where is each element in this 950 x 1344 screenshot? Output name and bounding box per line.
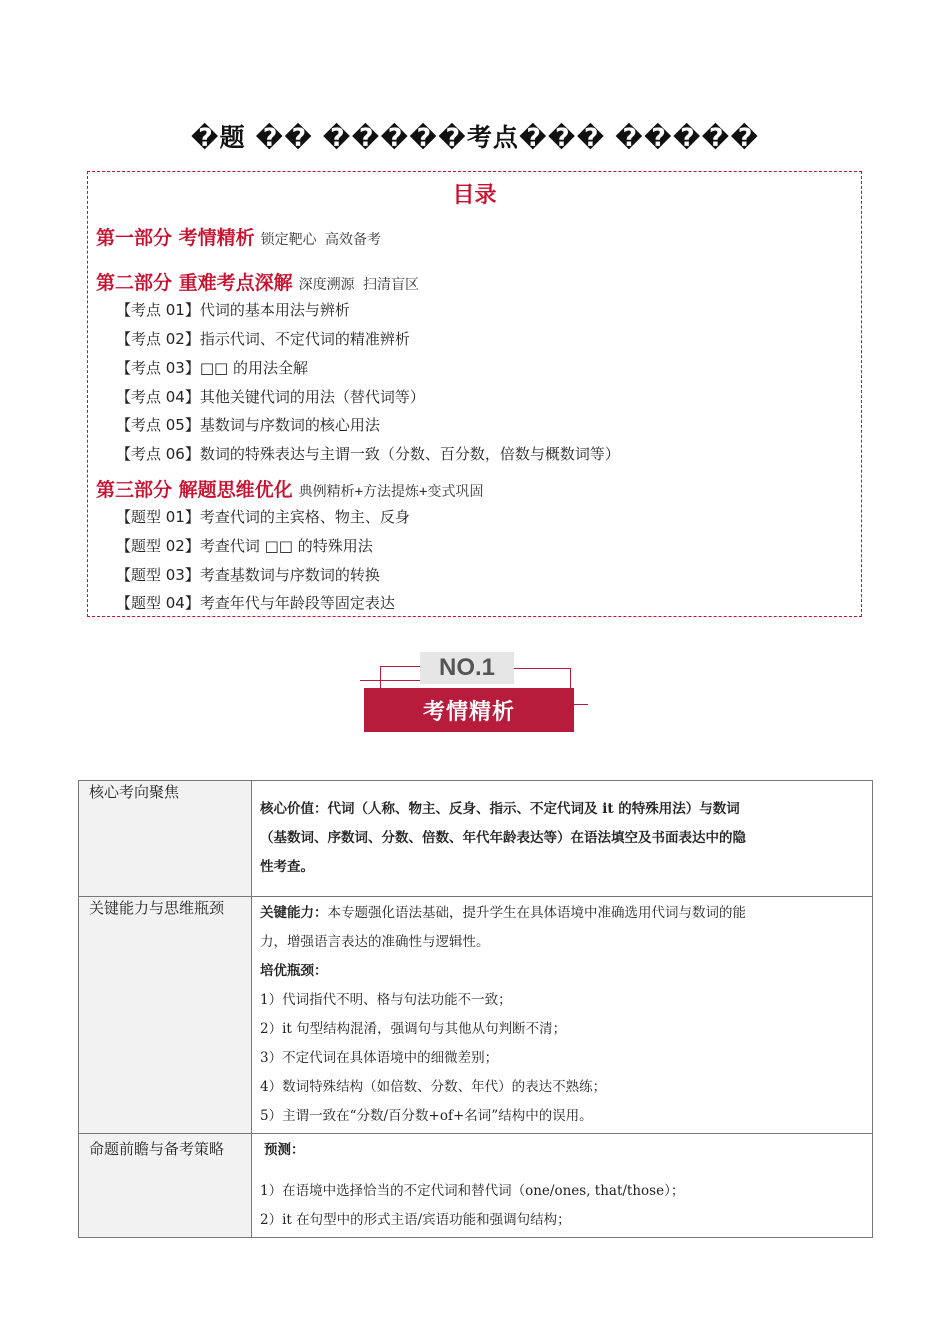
bottleneck-item: 2）it 句型结构混淆，强调句与其他从句判断不清；	[260, 1021, 567, 1037]
banner-line	[380, 666, 381, 688]
toc-tixing-1[interactable]: 【题型 01】考查代词的主宾格、物主、反身	[116, 508, 410, 526]
toc-kaodian-5[interactable]: 【考点 05】基数词与序数词的核心用法	[116, 416, 380, 434]
row-label-cell	[79, 897, 252, 1134]
toc-kaodian-6[interactable]: 【考点 06】数词的特殊表达与主谓一致（分数、百分数，倍数与概数词等）	[116, 445, 620, 463]
toc-part-2[interactable]	[96, 268, 419, 295]
row-label: 关键能力与思维瓶颈	[89, 899, 225, 917]
part-subtitle: 深度溯源 扫清盲区	[298, 277, 420, 293]
banner-line	[570, 668, 571, 688]
banner-line	[360, 680, 420, 681]
toc-tixing-4[interactable]: 【题型 04】考查年代与年龄段等固定表达	[116, 594, 395, 612]
table-row	[79, 781, 873, 897]
part-subtitle: 锁定靶心 高效备考	[260, 232, 382, 248]
analysis-table	[78, 780, 873, 1238]
toc-kaodian-2[interactable]: 【考点 02】指示代词、不定代词的精准辨析	[116, 330, 410, 348]
predict-title: 预测：	[264, 1142, 305, 1158]
bottleneck-item: 1）代词指代不明、格与句法功能不一致；	[260, 992, 512, 1008]
row-label-cell	[79, 781, 252, 897]
part-subtitle: 典例精析+方法提炼+变式巩固	[298, 484, 484, 500]
table-of-contents	[87, 171, 862, 617]
toc-heading: 目录	[452, 183, 497, 208]
document-title: �题 �� �����考点��� �����	[190, 123, 760, 152]
toc-tixing-2[interactable]: 【题型 02】考查代词 □□ 的特殊用法	[116, 537, 373, 555]
toc-part-1[interactable]	[96, 223, 381, 250]
row-content-cell	[252, 781, 873, 897]
toc-kaodian-3[interactable]: 【考点 03】□□ 的用法全解	[116, 359, 308, 377]
prediction-item: 2）it 在句型中的形式主语/宾语功能和强调句结构；	[260, 1212, 571, 1228]
toc-part-3[interactable]	[96, 475, 483, 502]
toc-kaodian-4[interactable]: 【考点 04】其他关键代词的用法（替代词等）	[116, 388, 425, 406]
bottleneck-title: 培优瓶颈：	[260, 963, 328, 979]
banner-label: 考情精析	[364, 688, 574, 732]
part-title: 第一部分 考情精析	[96, 227, 255, 249]
banner-line	[574, 704, 588, 705]
ability-text: 力，增强语言表达的准确性与逻辑性。	[260, 934, 490, 950]
part-title: 第三部分 解题思维优化	[96, 479, 293, 501]
banner-number: NO.1	[420, 652, 514, 684]
bottleneck-item: 4）数词特殊结构（如倍数、分数、年代）的表达不熟练；	[260, 1079, 607, 1095]
ability-title: 关键能力：	[260, 905, 328, 921]
row-label: 核心考向聚焦	[89, 783, 180, 801]
content-line: 核心价值：代词（人称、物主、反身、指示、不定代词及 it 的特殊用法）与数词	[260, 801, 740, 817]
toc-kaodian-1[interactable]: 【考点 01】代词的基本用法与辨析	[116, 301, 350, 319]
bottleneck-item: 5）主谓一致在“分数/百分数+of+名词”结构中的误用。	[260, 1108, 593, 1124]
toc-tixing-3[interactable]: 【题型 03】考查基数词与序数词的转换	[116, 566, 380, 584]
row-label-cell	[79, 1134, 252, 1238]
row-content-cell	[252, 1134, 873, 1238]
table-row	[79, 897, 873, 1134]
banner-line	[380, 666, 420, 667]
row-content-cell	[252, 897, 873, 1134]
table-row	[79, 1134, 873, 1238]
ability-text: 本专题强化语法基础，提升学生在具体语境中准确选用代词与数词的能	[327, 905, 746, 921]
content-line: （基数词、序数词、分数、倍数、年代年龄表达等）在语法填空及书面表达中的隐	[260, 830, 746, 846]
prediction-item: 1）在语境中选择恰当的不定代词和替代词（one/ones, that/those）；	[260, 1183, 685, 1199]
part-title: 第二部分 重难考点深解	[96, 272, 293, 294]
content-line: 性考查。	[260, 859, 314, 875]
bottleneck-item: 3）不定代词在具体语境中的细微差别；	[260, 1050, 499, 1066]
row-label: 命题前瞻与备考策略	[89, 1140, 225, 1158]
banner-line	[514, 668, 570, 669]
section-banner	[360, 652, 590, 736]
